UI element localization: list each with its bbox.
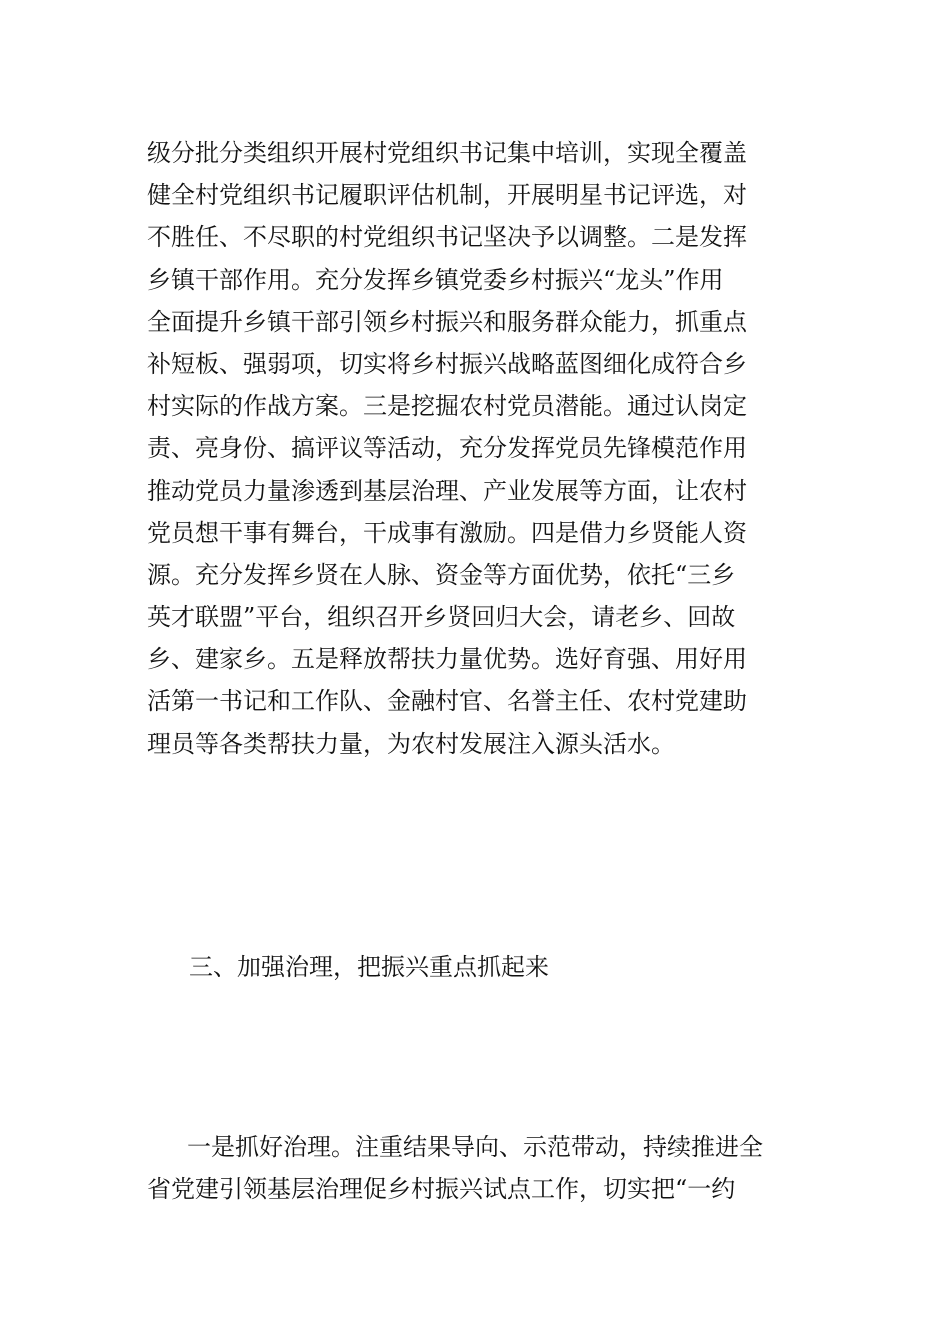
body-paragraph-2: [147, 1126, 807, 1210]
text-line: 活第一书记和工作队、金融村官、名誉主任、农村党建助: [147, 687, 747, 716]
text-line: 省党建引领基层治理促乡村振兴试点工作，切实把“一约: [147, 1175, 736, 1204]
text-line: 责、亮身份、搞评议等活动，充分发挥党员先锋模范作用: [147, 434, 747, 463]
text-line: 乡、建家乡。五是释放帮扶力量优势。选好育强、用好用: [147, 645, 747, 674]
text-line: 全面提升乡镇干部引领乡村振兴和服务群众能力，抓重点: [147, 307, 747, 336]
text-line: 推动党员力量渗透到基层治理、产业发展等方面，让农村: [147, 476, 747, 505]
text-line: 补短板、强弱项，切实将乡村振兴战略蓝图细化成符合乡: [147, 349, 747, 378]
section-heading: [189, 946, 809, 988]
text-line: 村实际的作战方案。三是挖掘农村党员潜能。通过认岗定: [147, 392, 747, 421]
section-heading-text: 三、加强治理，把振兴重点抓起来: [189, 953, 549, 981]
text-line: 英才联盟”平台，组织召开乡贤回归大会，请老乡、回故: [147, 603, 736, 632]
text-line: 一是抓好治理。注重结果导向、示范带动，持续推进全: [187, 1133, 763, 1161]
text-line: 级分批分类组织开展村党组织书记集中培训，实现全覆盖: [147, 139, 747, 167]
text-line: 不胜任、不尽职的村党组织书记坚决予以调整。二是发挥: [147, 223, 747, 252]
text-line: 理员等各类帮扶力量，为农村发展注入源头活水。: [147, 729, 675, 758]
body-paragraph-1: [147, 132, 807, 765]
text-line: 乡镇干部作用。充分发挥乡镇党委乡村振兴“龙头”作用: [147, 265, 724, 294]
text-line: 党员想干事有舞台，干成事有激励。四是借力乡贤能人资: [147, 518, 747, 547]
text-line: 健全村党组织书记履职评估机制，开展明星书记评选，对: [147, 181, 747, 210]
text-line: 源。充分发挥乡贤在人脉、资金等方面优势，依托“三乡: [147, 560, 736, 589]
